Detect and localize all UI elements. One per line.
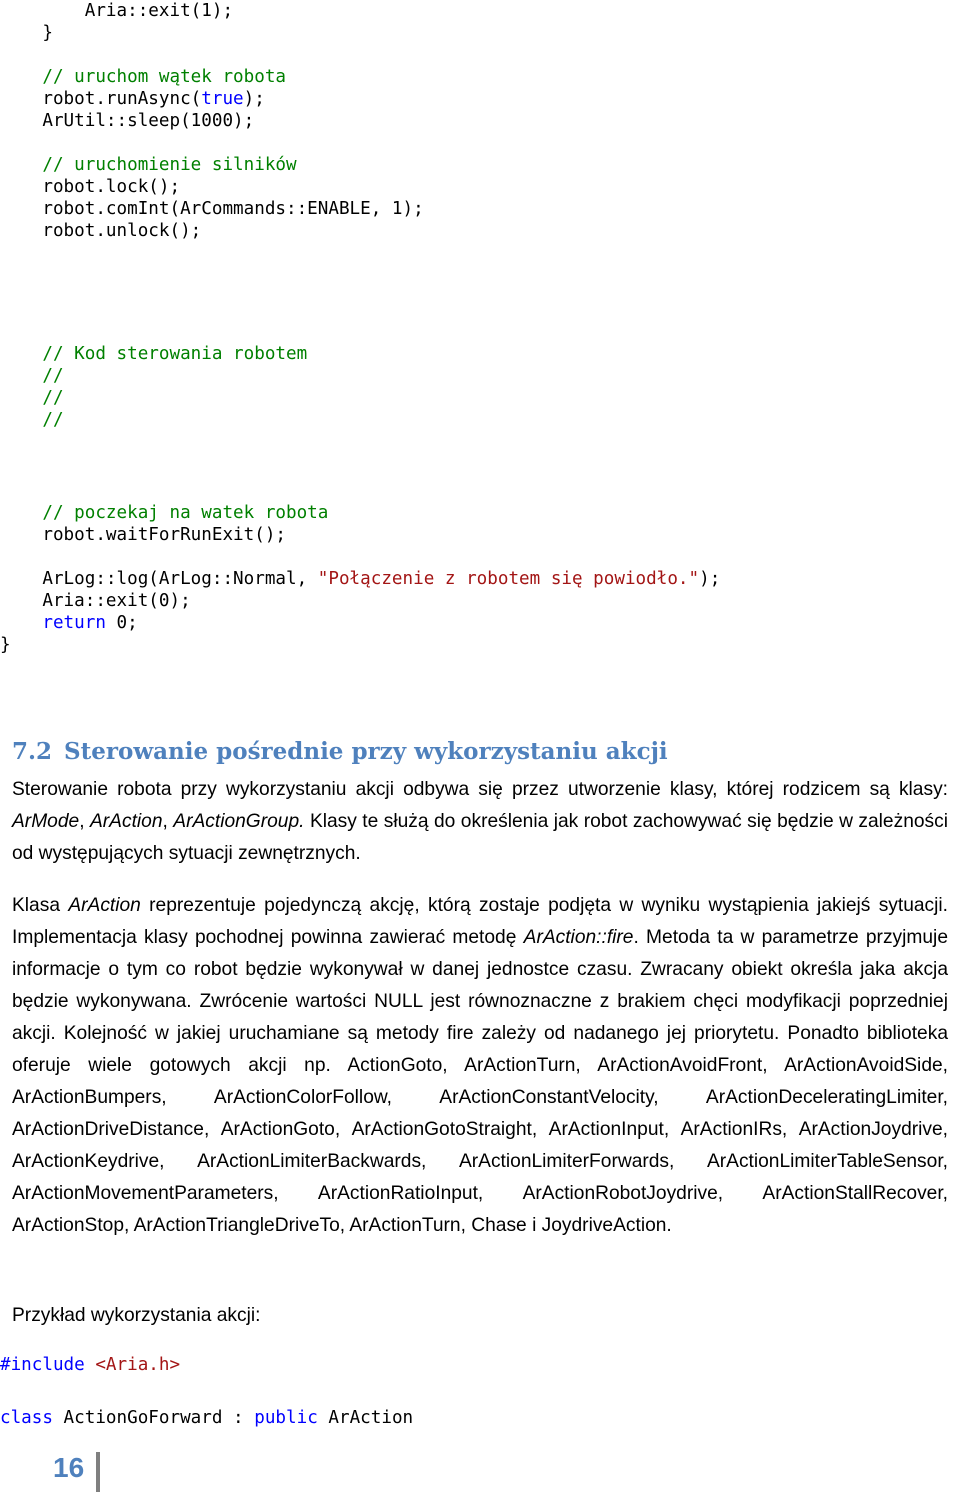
code-line xyxy=(0,67,286,87)
text-run: Sterowanie robota przy wykorzystaniu akcji odbywa się przez utworzenie klasy, której rodzicem są klasy: xyxy=(12,779,948,800)
code-string: "Połączenie z robotem się powiodło." xyxy=(317,569,700,589)
code-text: Aria::exit(1); xyxy=(84,1,234,21)
italic-term: ArAction xyxy=(89,811,163,832)
code-line xyxy=(0,503,328,523)
section-heading xyxy=(12,738,668,765)
code-comment: // xyxy=(42,410,64,430)
code-text: robot.unlock(); xyxy=(42,221,202,241)
code-text: robot.waitForRunExit(); xyxy=(42,525,286,545)
code-line xyxy=(0,111,254,131)
italic-term: ArAction::fire xyxy=(523,927,634,948)
code-keyword: true xyxy=(201,89,244,109)
text-run: Klasa xyxy=(12,895,69,916)
code-line xyxy=(0,155,297,175)
code-text: } xyxy=(0,635,11,655)
code-line xyxy=(0,1,233,21)
text-run: , xyxy=(79,811,90,832)
code-keyword: class xyxy=(0,1408,53,1428)
code-text: ActionGoForward : xyxy=(52,1408,255,1428)
code-comment: // uruchomienie silników xyxy=(42,155,297,175)
section-title: Sterowanie pośrednie przy wykorzystaniu akcji xyxy=(64,738,668,765)
code-line xyxy=(0,89,265,109)
code-text: Aria::exit(0); xyxy=(42,591,191,611)
code-text: } xyxy=(42,23,53,43)
code-text: ArLog::log(ArLog::Normal, xyxy=(42,569,318,589)
code-block-middle xyxy=(0,343,307,431)
code-text: robot.runAsync( xyxy=(42,89,202,109)
code-line xyxy=(0,177,180,197)
code-include xyxy=(0,1354,180,1376)
code-line xyxy=(0,344,307,364)
code-line xyxy=(0,591,191,611)
code-line xyxy=(0,635,11,655)
paragraph-intro xyxy=(12,774,948,870)
code-text: ArUtil::sleep(1000); xyxy=(42,111,255,131)
code-comment: // poczekaj na watek robota xyxy=(42,503,329,523)
code-line xyxy=(0,525,286,545)
code-comment: // Kod sterowania robotem xyxy=(42,344,308,364)
code-line xyxy=(0,366,64,386)
text-run: Przykład wykorzystania akcji: xyxy=(12,1305,261,1326)
code-text xyxy=(85,1355,96,1375)
code-text: ); xyxy=(699,569,721,589)
paragraph-example xyxy=(12,1300,948,1332)
code-comment: // xyxy=(42,366,64,386)
page-number-divider xyxy=(96,1452,100,1492)
paragraph-araction xyxy=(12,890,948,1242)
code-string: <Aria.h> xyxy=(95,1355,181,1375)
code-line xyxy=(0,388,64,408)
code-text: ArAction xyxy=(317,1408,414,1428)
text-run: reprezentuje pojedynczą akcję, którą zostaje podjęta w wyniku wystąpienia jakiejś sytuacji. Implementacja klasy pochodnej powinna zawierać metodę xyxy=(12,895,949,948)
code-line xyxy=(0,199,424,219)
code-line xyxy=(0,1408,413,1428)
code-comment: // xyxy=(42,388,64,408)
section-number: 7.2 xyxy=(12,738,53,765)
code-class-declaration xyxy=(0,1407,413,1429)
code-line xyxy=(0,23,53,43)
code-line xyxy=(0,569,720,589)
text-run: . Metoda ta w parametrze przyjmuje informacje o tym co robot będzie wykonywał w danej jednostce czasu. Zwracany obiekt określa jaka akcja będzie wykonywana. Zwrócenie wartości NULL jest równoznaczne z brakiem chęci modyfikacji poprzedniej akcji. Kolejność w jakiej uruchamiane są metody fire zależy od nadanego jej priorytetu. Ponadto biblioteka oferuje wiele gotowych akcji np. ActionGoto, ArActionTurn, ArActionAvoidFront, ArActionAvoidSide, ArActionBumpers, ArActionColorFollow, ArActionConstantVelocity, ArActionDeceleratingLimiter, ArActionDriveDistance, ArActionGoto, ArActionGotoStraight, ArActionInput, ArActionIRs, ArActionJoydrive, ArActionKeydrive, ArActionLimiterBackwards, ArActionLimiterForwards, ArActionLimiterTableSensor, ArActionMovementParameters, ArActionRatioInput, ArActionRobotJoydrive, ArActionStallRecover, ArActionStop, ArActionTriangleDriveTo, ArActionTurn, Chase i JoydriveAction. xyxy=(12,927,948,1236)
code-line xyxy=(0,613,138,633)
text-run: Klasy te służą do określenia jak robot zachowywać się będzie w zależności od występujących sytuacji zewnętrznych. xyxy=(12,811,948,864)
text-run: , xyxy=(162,811,174,832)
italic-term: ArAction xyxy=(68,895,141,916)
italic-term: ArMode xyxy=(12,811,80,832)
italic-term: ArActionGroup. xyxy=(173,811,305,832)
code-text: 0; xyxy=(105,613,138,633)
code-block-bottom xyxy=(0,502,720,656)
code-line xyxy=(0,410,64,430)
code-keyword: #include xyxy=(0,1355,85,1375)
code-line xyxy=(0,221,201,241)
code-comment: // uruchom wątek robota xyxy=(42,67,286,87)
code-text: robot.lock(); xyxy=(42,177,181,197)
code-text: ); xyxy=(243,89,265,109)
code-line xyxy=(0,1355,180,1375)
code-block-top xyxy=(0,0,424,242)
code-text: robot.comInt(ArCommands::ENABLE, 1); xyxy=(42,199,424,219)
code-keyword: return xyxy=(42,613,106,633)
code-keyword: public xyxy=(254,1408,318,1428)
page-number: 16 xyxy=(53,1452,85,1483)
